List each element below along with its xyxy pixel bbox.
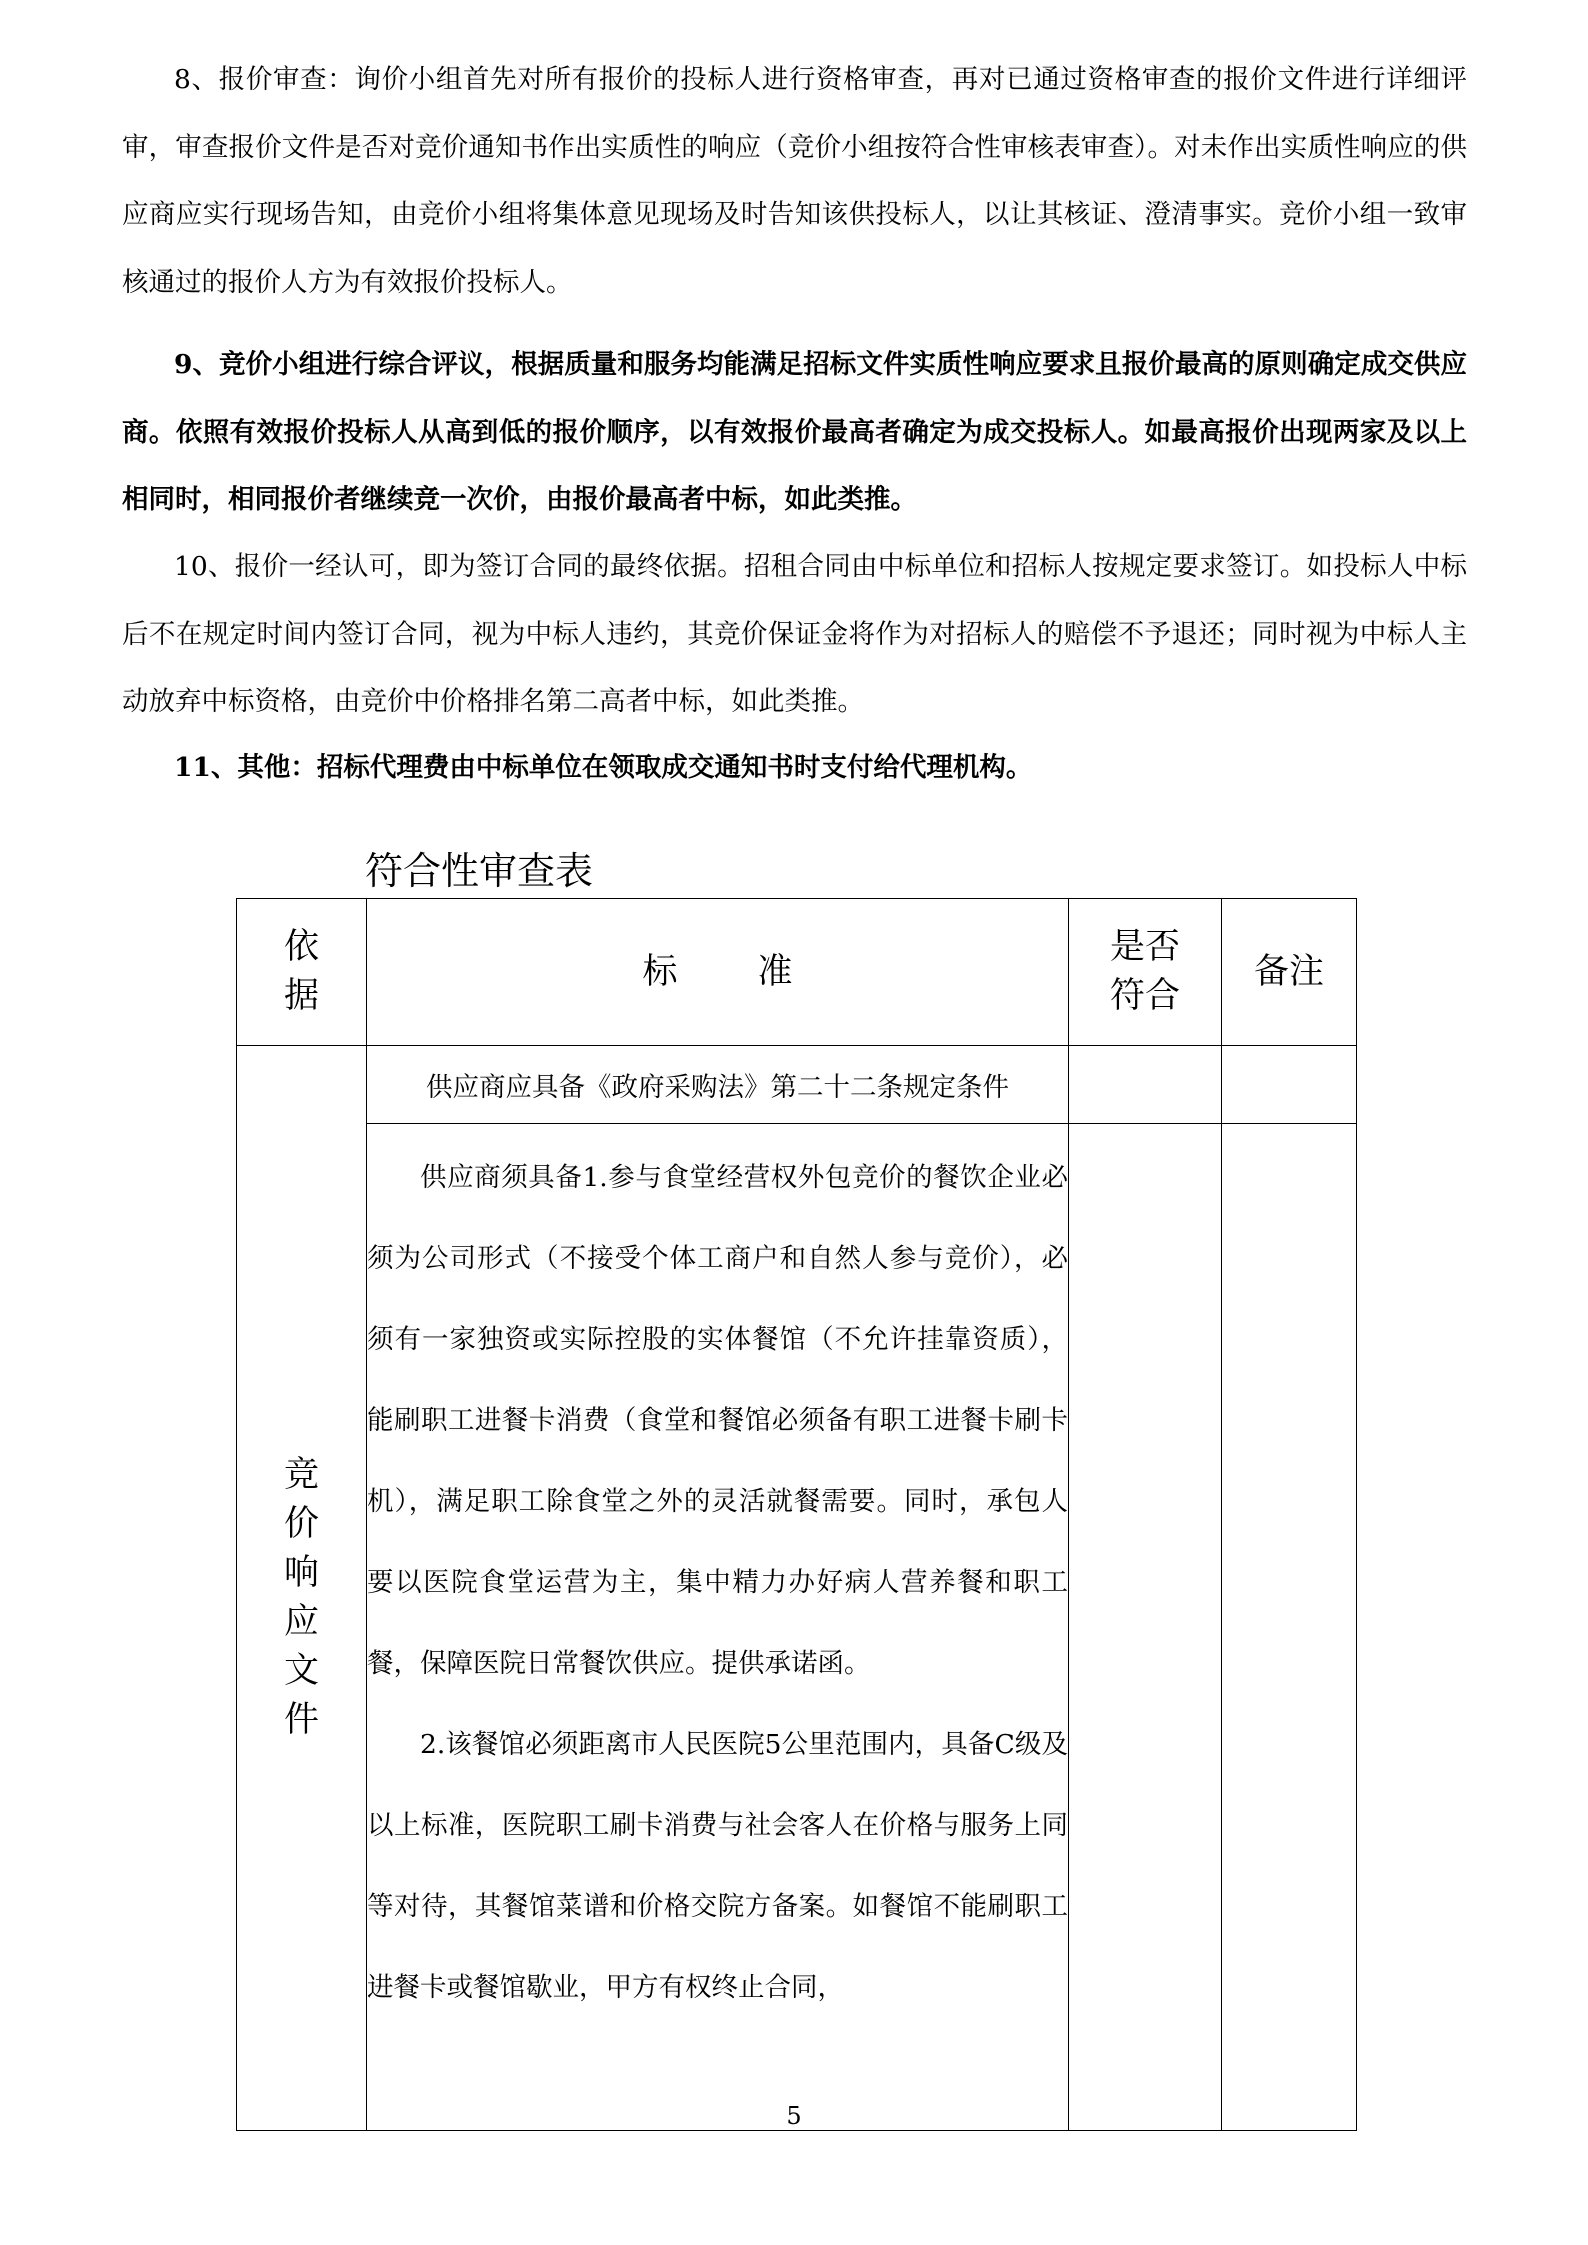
header-standard-cell: [367, 899, 1069, 1046]
paragraph-8: 8、报价审查：询价小组首先对所有报价的投标人进行资格审查，再对已通过资格审查的报价文件进行详细评审，审查报价文件是否对竞价通知书作出实质性的响应（竞价小组按符合性审核表审查）。对未作出实质性响应的供应商应实行现场告知，由竞价小组将集体意见现场及时告知该供投标人，以让其核证、澄清事实。竞价小组一致审核通过的报价人方为有效报价投标人。: [122, 64, 1467, 298]
header-remarks: 备注: [1222, 899, 1357, 1046]
compliance-review-table: [236, 898, 1357, 2131]
header-basis: 依据: [283, 927, 319, 1016]
compliant-cell-empty: [1069, 1124, 1222, 2131]
table-header-row: [237, 899, 1357, 1046]
page-number: 5: [786, 2102, 802, 2130]
basis-cell: [237, 1046, 367, 2131]
compliant-cell-empty: [1069, 1046, 1222, 1124]
basis-label: 竞价响应文件: [283, 1455, 319, 1740]
header-standard: 标准: [642, 951, 873, 992]
table-title: 符合性审查表: [365, 849, 594, 893]
standard-item-1: 供应商须具备1.参与食堂经营权外包竞价的餐饮企业必须为公司形式（不接受个体工商户和自然人参与竞价），必须有一家独资或实际控股的实体餐馆（不允许挂靠资质），能刷职工进餐卡消费（食堂和餐馆必须备有职工进餐卡刷卡机），满足职工除食堂之外的灵活就餐需要。同时，承包人要以医院食堂运营为主，集中精力办好病人营养餐和职工餐，保障医院日常餐饮供应。提供承诺函。: [367, 1162, 1068, 1679]
header-basis-cell: [237, 899, 367, 1046]
standard-item-2: 2.该餐馆必须距离市人民医院5公里范围内，具备C级及以上标准，医院职工刷卡消费与社会客人在价格与服务上同等对待，其餐馆菜谱和价格交院方备案。如餐馆不能刷职工进餐卡或餐馆歇业，甲方有权终止合同，: [367, 1729, 1068, 2003]
remarks-cell-empty: [1222, 1046, 1357, 1124]
paragraph-10: 10、报价一经认可，即为签订合同的最终依据。招租合同由中标单位和招标人按规定要求签订。如投标人中标后不在规定时间内签订合同，视为中标人违约，其竞价保证金将作为对招标人的赔偿不予退还；同时视为中标人主动放弃中标资格，由竞价中价格排名第二高者中标，如此类推。: [122, 551, 1467, 717]
paragraph-9: 9、竞价小组进行综合评议，根据质量和服务均能满足招标文件实质性响应要求且报价最高的原则确定成交供应商。依照有效报价投标人从高到低的报价顺序，以有效报价最高者确定为成交投标人。如最高报价出现两家及以上相同时，相同报价者继续竞一次价，由报价最高者中标，如此类推。: [122, 349, 1467, 515]
table-row: [237, 1124, 1357, 2131]
standard-cell: [367, 1124, 1069, 2131]
header-compliant: 是否符合: [1109, 927, 1180, 1016]
remarks-cell-empty: [1222, 1124, 1357, 2131]
table-row: [237, 1046, 1357, 1124]
paragraph-11: 11、其他：招标代理费由中标单位在领取成交通知书时支付给代理机构。: [174, 752, 1033, 783]
header-compliant-cell: [1069, 899, 1222, 1046]
condition-cell: 供应商应具备《政府采购法》第二十二条规定条件: [367, 1046, 1069, 1124]
